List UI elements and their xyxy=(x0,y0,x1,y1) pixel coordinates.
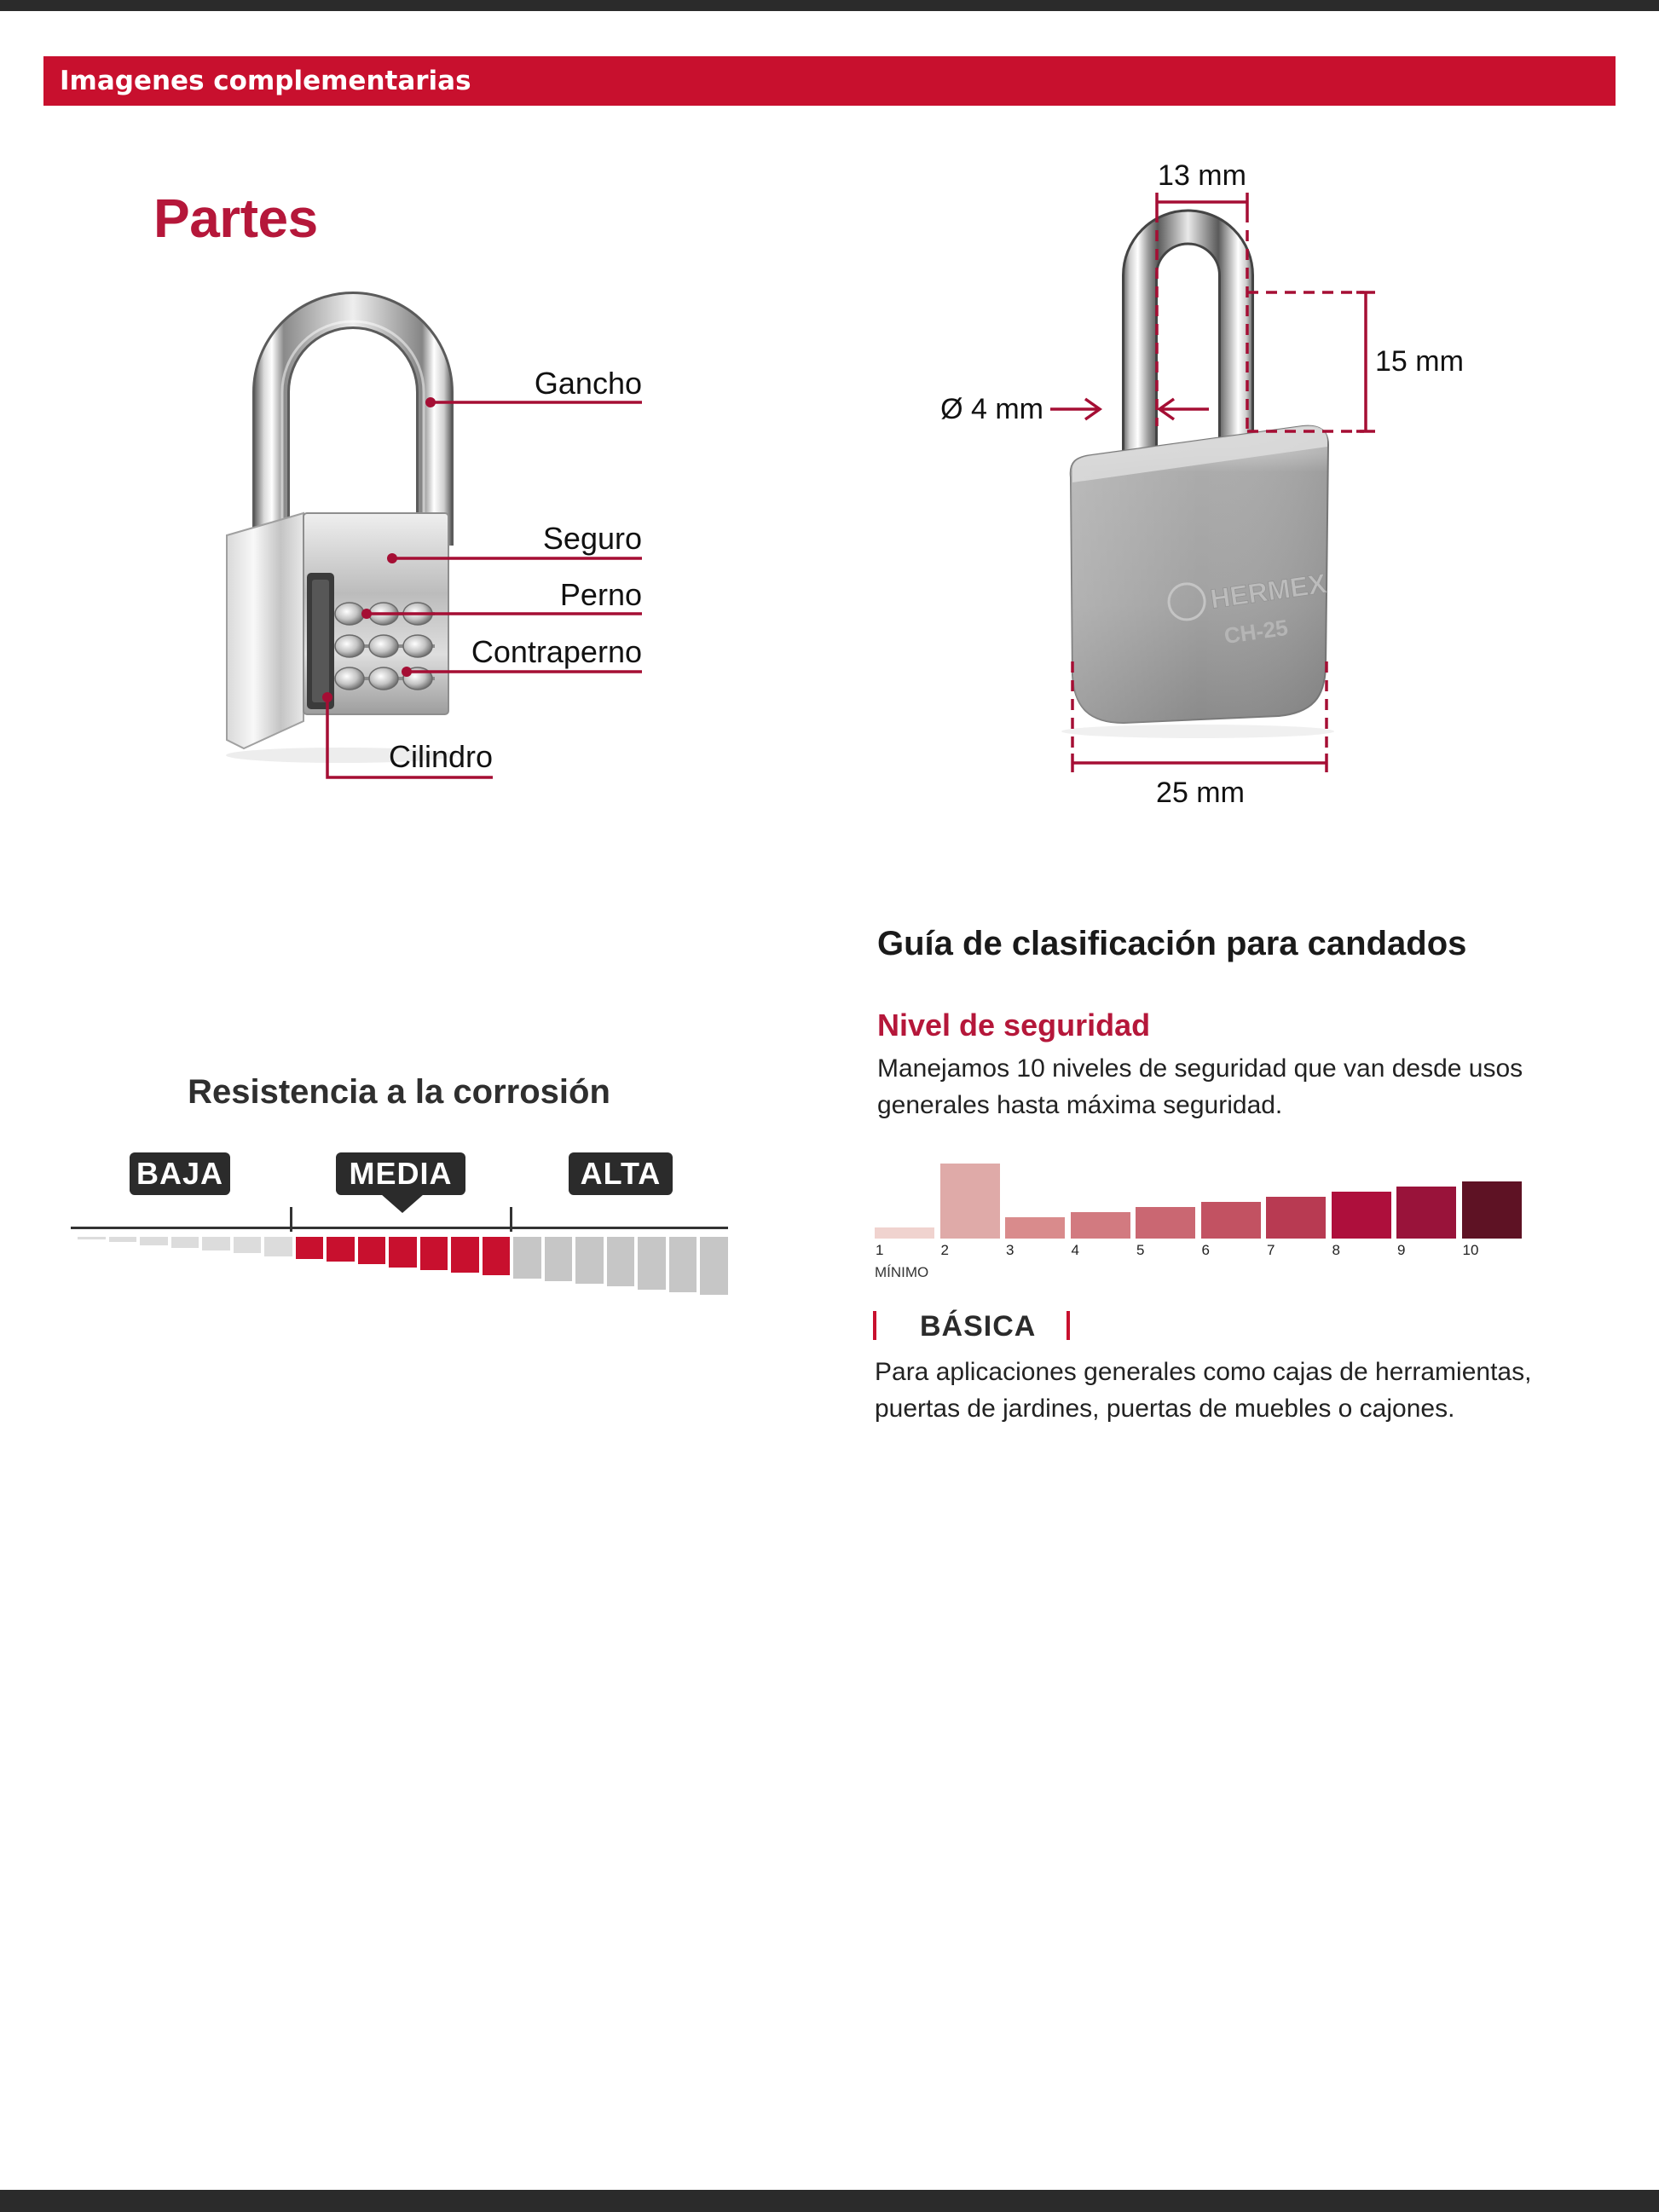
corrosion-bar xyxy=(202,1237,230,1250)
dial xyxy=(335,635,364,657)
security-level-label: 3 xyxy=(1006,1242,1014,1258)
dial xyxy=(335,667,364,690)
dial xyxy=(369,635,398,657)
combination-dials xyxy=(335,603,435,690)
security-level-bar-8 xyxy=(1332,1192,1391,1239)
corrosion-bar xyxy=(140,1237,168,1245)
svg-text:CH-25: CH-25 xyxy=(1223,614,1290,650)
corrosion-bar xyxy=(451,1237,479,1273)
cylinder-slot xyxy=(307,573,334,709)
security-level-label: 9 xyxy=(1397,1242,1406,1258)
selected-level-pointer-icon xyxy=(381,1194,424,1213)
description-line: puertas de jardines, puertas de muebles o cajones. xyxy=(875,1395,1455,1423)
shackle xyxy=(1140,228,1236,468)
corrosion-bar xyxy=(483,1237,511,1275)
corrosion-bar xyxy=(389,1237,417,1268)
security-level-bar-1 xyxy=(875,1227,934,1239)
security-level-label: 7 xyxy=(1267,1242,1275,1258)
security-level-bar-5 xyxy=(1136,1207,1195,1239)
label-perno: Perno xyxy=(559,577,642,612)
security-level-label: 6 xyxy=(1201,1242,1210,1258)
category-marker-right xyxy=(1066,1311,1070,1340)
category-marker-left xyxy=(873,1311,876,1340)
corrosion-bar xyxy=(171,1237,199,1248)
corrosion-bar xyxy=(607,1237,635,1286)
dimension-shackle-width: 13 mm xyxy=(1158,159,1246,192)
corrosion-scale-tick xyxy=(510,1207,512,1232)
corrosion-bar xyxy=(264,1237,292,1256)
security-level-bar-7 xyxy=(1266,1197,1326,1239)
description-line: Para aplicaciones generales como cajas de herramientas, xyxy=(875,1358,1532,1386)
side-plate xyxy=(227,513,303,748)
dial xyxy=(335,603,364,625)
corrosion-bar xyxy=(513,1237,541,1279)
security-level-label: 2 xyxy=(940,1242,949,1258)
security-level-scale xyxy=(875,1164,1527,1239)
description-line: generales hasta máxima seguridad. xyxy=(877,1091,1283,1119)
corrosion-level-media: MEDIA xyxy=(336,1152,465,1195)
corrosion-bar xyxy=(358,1237,386,1264)
security-level-bar-6 xyxy=(1201,1202,1261,1239)
label-contraperno: Contraperno xyxy=(471,634,642,669)
corrosion-bar xyxy=(327,1237,355,1262)
corrosion-bar xyxy=(109,1237,137,1242)
label-cilindro: Cilindro xyxy=(388,739,493,774)
security-level-label: 10 xyxy=(1462,1242,1479,1258)
corrosion-scale-tick xyxy=(290,1207,292,1232)
section-header-title: Imagenes complementarias xyxy=(60,66,471,96)
corrosion-level-alta: ALTA xyxy=(569,1152,673,1195)
security-level-label: 5 xyxy=(1136,1242,1145,1258)
corrosion-level-baja: BAJA xyxy=(130,1152,230,1195)
security-level-bar-4 xyxy=(1071,1212,1130,1239)
security-level-bar-10 xyxy=(1462,1181,1522,1239)
corrosion-bar xyxy=(545,1237,573,1281)
security-level-description xyxy=(877,1050,1523,1123)
corrosion-title: Resistencia a la corrosión xyxy=(188,1073,610,1111)
padlock-dimensions-illustration xyxy=(1050,193,1375,772)
corrosion-bar xyxy=(78,1237,106,1239)
classification-title: Guía de clasificación para candados xyxy=(877,925,1467,962)
dimension-body-width: 25 mm xyxy=(1156,777,1245,809)
corrosion-bar xyxy=(700,1237,728,1295)
corrosion-bar xyxy=(420,1237,448,1270)
category-name: BÁSICA xyxy=(920,1310,1037,1343)
label-seguro: Seguro xyxy=(542,521,642,556)
security-level-bar-2 xyxy=(940,1164,1000,1239)
dimension-shackle-diameter: Ø 4 mm xyxy=(940,393,1043,425)
corrosion-bar xyxy=(638,1237,666,1290)
description-line: Manejamos 10 niveles de seguridad que van desde usos xyxy=(877,1054,1523,1083)
security-level-label: 4 xyxy=(1071,1242,1079,1258)
corrosion-bar xyxy=(669,1237,697,1292)
category-description xyxy=(875,1354,1531,1427)
security-level-bar-9 xyxy=(1396,1187,1456,1239)
security-level-label: 1 xyxy=(876,1242,884,1258)
parts-title: Partes xyxy=(153,188,318,249)
security-level-heading: Nivel de seguridad xyxy=(877,1008,1151,1042)
corrosion-scale-line xyxy=(71,1227,728,1229)
corrosion-bar xyxy=(234,1237,262,1253)
dial xyxy=(369,667,398,690)
corrosion-scale-bars xyxy=(78,1237,728,1297)
height-dimension-15mm xyxy=(1247,292,1375,431)
scale-minimum-label: MÍNIMO xyxy=(875,1264,929,1280)
dimension-shackle-height: 15 mm xyxy=(1375,345,1464,378)
security-level-bar-3 xyxy=(1005,1217,1065,1239)
security-level-scale-labels xyxy=(875,1242,1527,1259)
label-gancho: Gancho xyxy=(534,366,642,401)
corrosion-bar xyxy=(296,1237,324,1259)
security-level-label: 8 xyxy=(1332,1242,1340,1258)
bottom-bar xyxy=(0,2190,1659,2212)
svg-text:HERMEX: HERMEX xyxy=(1208,568,1329,615)
corrosion-bar xyxy=(575,1237,604,1284)
